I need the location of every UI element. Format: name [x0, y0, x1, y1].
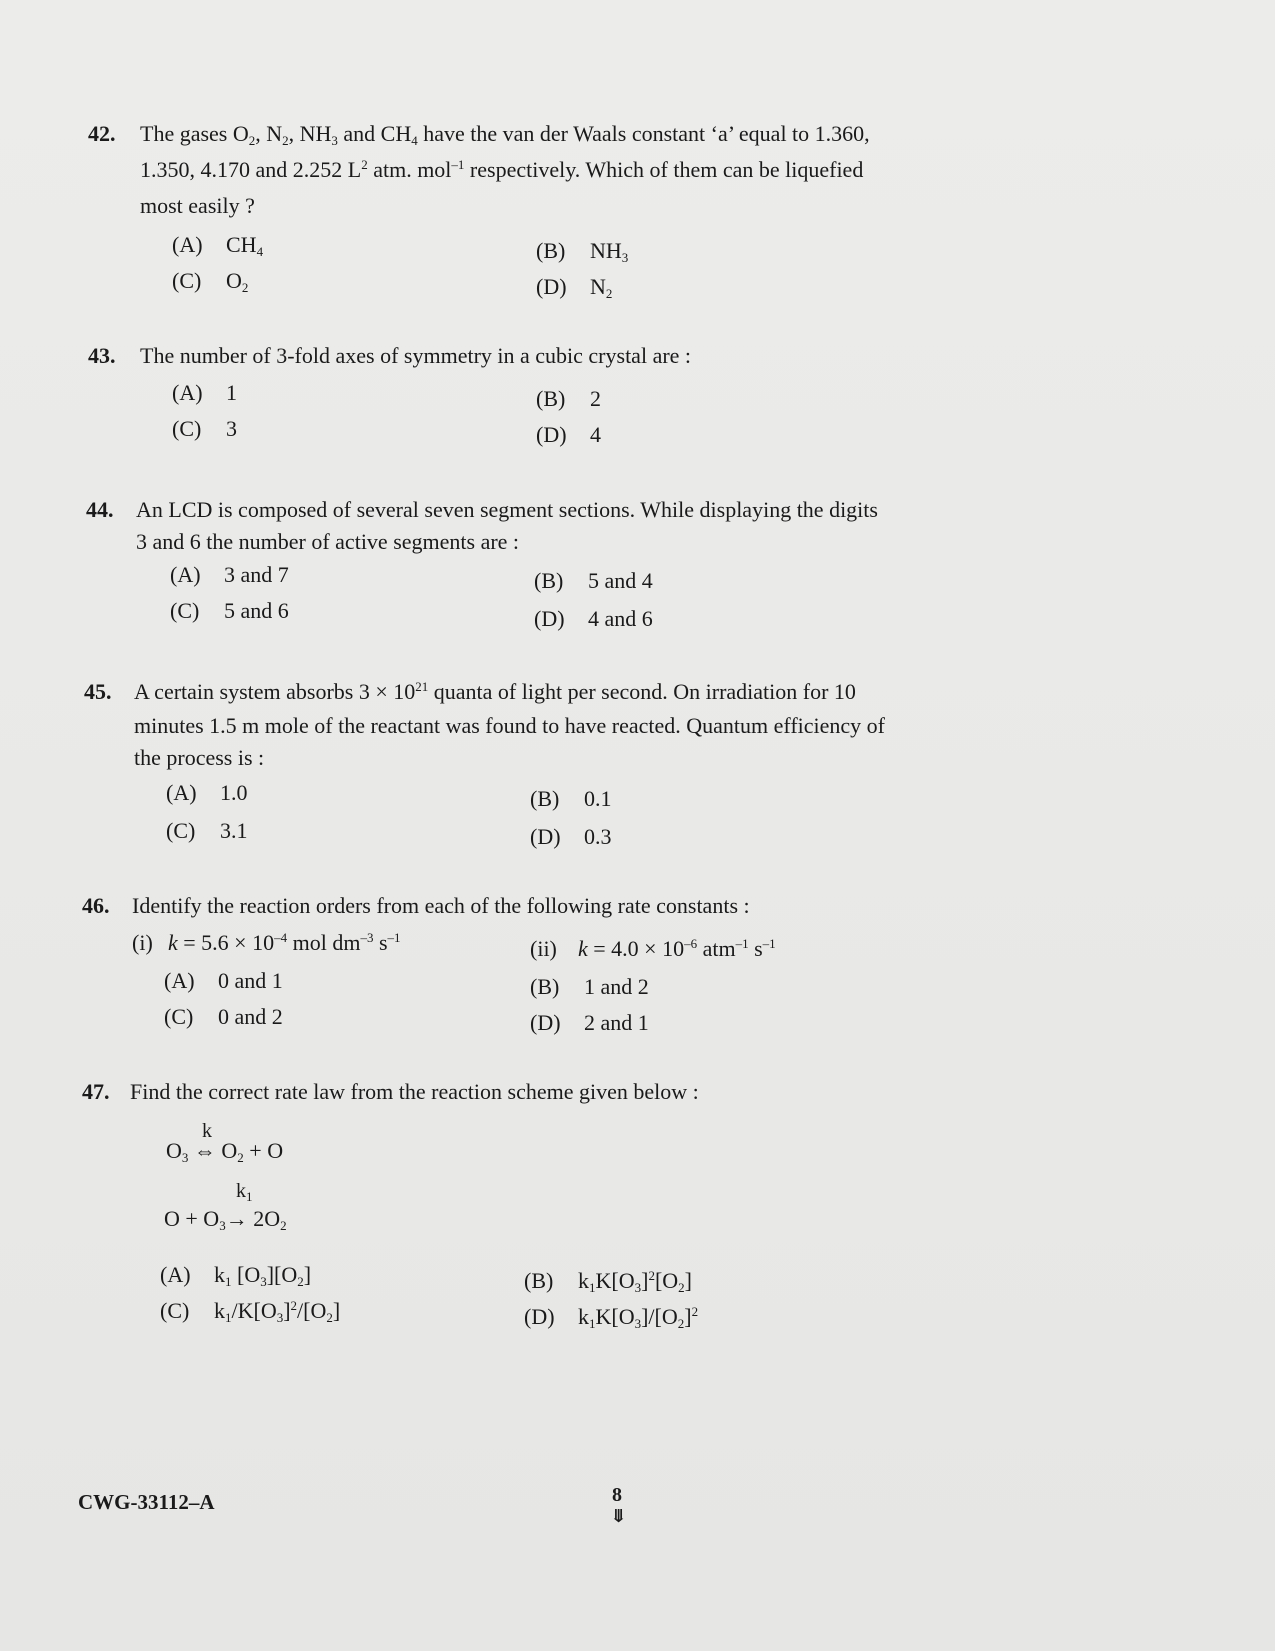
option-b[interactable]: (B) 1 and 2 [530, 974, 649, 999]
booklet-code: CWG-33112–A [78, 1490, 215, 1514]
option-a[interactable]: (A) 1 [172, 380, 237, 405]
option-c[interactable]: (C) 3.1 [166, 818, 248, 843]
option-b[interactable]: (B) 0.1 [530, 786, 612, 811]
question-number: 47. [82, 1079, 110, 1104]
option-d[interactable]: (D) $k_1K[O_3]/[O_2]^2$ [524, 1304, 699, 1331]
question-text-line: An LCD is composed of several seven segment sections. While displaying the digits [136, 497, 878, 522]
question-text-line: minutes 1.5 m mole of the reactant was found to have reacted. Quantum efficiency of [134, 713, 885, 738]
question-text-line: the process is : [134, 745, 265, 770]
question-text-line: The gases $O_2$, $N_2$, $NH_3$ and $CH_4$ have the van der Waals constant ‘a’ equal to 1.360, [140, 121, 870, 148]
option-a[interactable]: (A) 0 and 1 [164, 968, 283, 993]
reaction-step-2: $O + O_3\to 2O_2$ [164, 1206, 287, 1233]
question-number: 42. [88, 121, 116, 146]
rate-constant-ii: (ii) $k = 4.0 \times 10^{-6}$ atm$^{-1}$ $s^{-1}$ [530, 936, 776, 961]
question-number: 43. [88, 343, 116, 368]
option-b[interactable]: (B) $k_1K[O_3]^2[O_2]$ [524, 1268, 692, 1295]
option-a[interactable]: (A) 3 and 7 [170, 562, 289, 587]
rate-constant-k-label: k [202, 1120, 212, 1142]
option-d[interactable]: (D) 2 and 1 [530, 1010, 649, 1035]
option-d[interactable]: (D) $N_2$ [536, 274, 613, 301]
option-d[interactable]: (D) 4 and 6 [534, 606, 653, 631]
question-45 [84, 676, 984, 776]
question-text-line: The number of 3-fold axes of symmetry in a cubic crystal are : [140, 343, 692, 368]
question-43 [88, 340, 988, 380]
question-text-line: 3 and 6 the number of active segments are : [136, 529, 520, 554]
question-text-line: Identify the reaction orders from each of the following rate constants : [132, 893, 750, 918]
arrow-down-icon: ⤋ [611, 1506, 627, 1526]
option-c[interactable]: (C) 5 and 6 [170, 598, 289, 623]
option-b[interactable]: (B) 5 and 4 [534, 568, 653, 593]
option-c[interactable]: (C) $k_1/K[O_3]^2/[O_2]$ [160, 1298, 341, 1325]
question-number: 44. [86, 497, 114, 522]
option-a[interactable]: (A) 1.0 [166, 780, 248, 805]
rate-constant-i: (i) $k = 5.6 \times 10^{-4}$ mol $dm^{-3}$ $s^{-1}$ [132, 930, 401, 955]
question-text-line: 1.350, 4.170 and 2.252 $L^2$ atm. mol$^{-1}$ respectively. Which of them can be liquefied [140, 157, 864, 182]
option-c[interactable]: (C) 3 [172, 416, 237, 441]
question-46 [82, 890, 982, 930]
option-b[interactable]: (B) 2 [536, 386, 601, 411]
option-b[interactable]: (B) $NH_3$ [536, 238, 629, 265]
option-a[interactable]: (A) $k_1$ $[O_3][O_2]$ [160, 1262, 312, 1289]
option-d[interactable]: (D) 4 [536, 422, 601, 447]
question-number: 46. [82, 893, 110, 918]
reaction-step-1: $O_3$ ⇔ $O_2 + O$ [166, 1138, 284, 1165]
question-text-line: Find the correct rate law from the reaction scheme given below : [130, 1079, 699, 1104]
option-c[interactable]: (C) 0 and 2 [164, 1004, 283, 1029]
question-text-line: most easily ? [140, 193, 255, 218]
question-number: 45. [84, 679, 112, 704]
option-c[interactable]: (C) $O_2$ [172, 268, 249, 295]
question-text-line: A certain system absorbs $3 \times 10^{21}$ quanta of light per second. On irradiation for 10 [134, 679, 856, 704]
rate-constant-k1-label: $k_1$ [236, 1180, 253, 1204]
option-a[interactable]: (A) $CH_4$ [172, 232, 264, 259]
page-number: 8 [612, 1484, 622, 1506]
question-47 [82, 1076, 982, 1116]
option-d[interactable]: (D) 0.3 [530, 824, 612, 849]
